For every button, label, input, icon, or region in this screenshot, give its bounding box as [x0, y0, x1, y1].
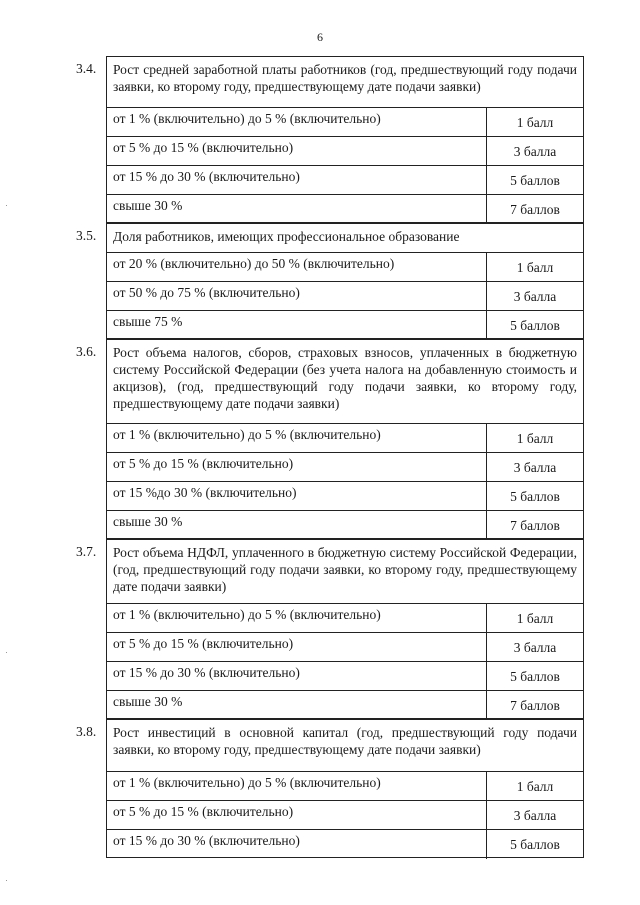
range-label: от 5 % до 15 % (включительно) — [107, 137, 487, 165]
table-row — [107, 453, 583, 482]
scan-speck — [6, 652, 7, 653]
section-3-6 — [70, 339, 584, 539]
points-value: 1 балл — [516, 779, 554, 794]
table-row — [107, 633, 583, 662]
scan-speck — [6, 205, 7, 206]
criterion-title: Доля работников, имеющих профессиональное образование — [107, 224, 583, 253]
table-row — [107, 108, 583, 137]
table-row — [107, 311, 583, 340]
table-row — [107, 253, 583, 282]
criterion-title: Рост объема налогов, сборов, страховых взносов, уплаченных в бюджетную систему Российской Федерации (без учета налога на добавленную стоимость и акцизов), (год, предшествующий году подачи заявки, ко второму году, предшествующему дате подачи заявки) — [107, 340, 583, 424]
range-label: от 1 % (включительно) до 5 % (включительно) — [107, 424, 487, 452]
table-row — [107, 604, 583, 633]
table-row — [107, 137, 583, 166]
range-label: от 5 % до 15 % (включительно) — [107, 633, 487, 661]
range-label: от 15 %до 30 % (включительно) — [107, 482, 487, 510]
table-row — [107, 166, 583, 195]
criteria-table — [106, 719, 584, 858]
page-number: 6 — [317, 30, 323, 44]
range-label: свыше 30 % — [107, 195, 487, 224]
range-label: от 5 % до 15 % (включительно) — [107, 801, 487, 829]
section-3-5 — [70, 223, 584, 339]
section-number: 3.8. — [76, 724, 97, 739]
section-number: 3.5. — [76, 228, 97, 243]
points-value: 5 баллов — [510, 318, 560, 333]
table-row — [107, 662, 583, 691]
points-value: 7 баллов — [510, 698, 560, 713]
points-value: 3 балла — [513, 808, 557, 823]
points-value: 1 балл — [516, 260, 554, 275]
criteria-table — [106, 539, 584, 719]
table-row — [107, 772, 583, 801]
points-value: 1 балл — [516, 431, 554, 446]
range-label: свыше 30 % — [107, 691, 487, 720]
points-value: 5 баллов — [510, 173, 560, 188]
section-number: 3.7. — [76, 544, 97, 559]
table-row — [107, 424, 583, 453]
table-row — [107, 830, 583, 859]
range-label: от 1 % (включительно) до 5 % (включительно) — [107, 604, 487, 632]
section-number: 3.6. — [76, 344, 97, 359]
range-label: от 20 % (включительно) до 50 % (включительно) — [107, 253, 487, 281]
range-label: от 15 % до 30 % (включительно) — [107, 830, 487, 859]
section-3-8 — [70, 719, 584, 858]
range-label: свыше 75 % — [107, 311, 487, 340]
section-3-7 — [70, 539, 584, 719]
points-value: 3 балла — [513, 144, 557, 159]
points-value: 3 балла — [513, 289, 557, 304]
points-value: 7 баллов — [510, 518, 560, 533]
section-number: 3.4. — [76, 61, 97, 76]
points-value: 5 баллов — [510, 489, 560, 504]
table-row — [107, 195, 583, 224]
range-label: от 15 % до 30 % (включительно) — [107, 662, 487, 690]
points-value: 3 балла — [513, 640, 557, 655]
table-row — [107, 282, 583, 311]
range-label: от 50 % до 75 % (включительно) — [107, 282, 487, 310]
criterion-title: Рост средней заработной платы работников (год, предшествующий году подачи заявки, ко второму году, предшествующему дате подачи заявки) — [107, 57, 583, 108]
points-value: 5 баллов — [510, 837, 560, 852]
points-value: 1 балл — [516, 115, 554, 130]
criteria-table — [106, 223, 584, 339]
points-value: 3 балла — [513, 460, 557, 475]
scan-speck — [6, 880, 7, 881]
criteria-table — [106, 56, 584, 223]
criterion-title: Рост инвестиций в основной капитал (год, предшествующий году подачи заявки, ко второму году, предшествующему дате подачи заявки) — [107, 720, 583, 772]
table-row — [107, 482, 583, 511]
table-row — [107, 691, 583, 720]
table-row — [107, 511, 583, 540]
range-label: от 5 % до 15 % (включительно) — [107, 453, 487, 481]
points-value: 1 балл — [516, 611, 554, 626]
points-value: 5 баллов — [510, 669, 560, 684]
section-3-4 — [70, 56, 584, 223]
criteria-table — [106, 339, 584, 539]
range-label: от 1 % (включительно) до 5 % (включительно) — [107, 772, 487, 800]
range-label: от 15 % до 30 % (включительно) — [107, 166, 487, 194]
range-label: от 1 % (включительно) до 5 % (включительно) — [107, 108, 487, 136]
criterion-title: Рост объема НДФЛ, уплаченного в бюджетную систему Российской Федерации, (год, предшествующий году подачи заявки, ко второму году, предшествующему дате подачи заявки) — [107, 540, 583, 604]
points-value: 7 баллов — [510, 202, 560, 217]
range-label: свыше 30 % — [107, 511, 487, 540]
table-row — [107, 801, 583, 830]
